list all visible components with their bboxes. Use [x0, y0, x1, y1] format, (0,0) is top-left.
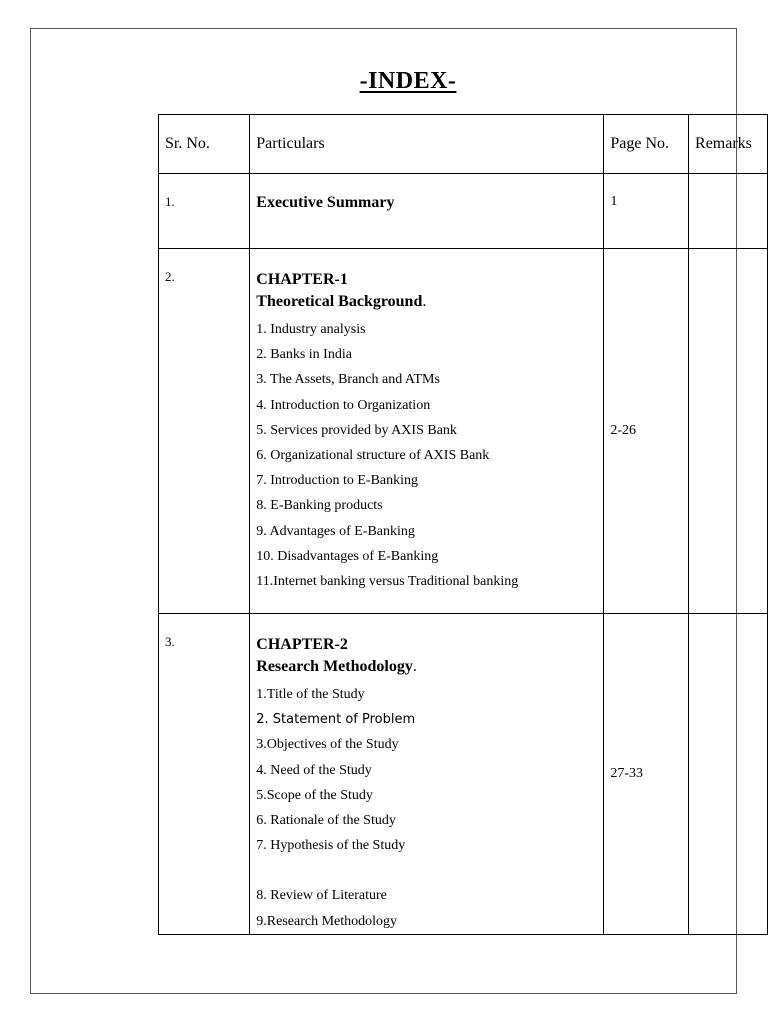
list-item: 1. Industry analysis [256, 322, 366, 337]
page-cell: 27-33 [604, 614, 689, 935]
remarks-cell [689, 249, 768, 614]
table-row [159, 614, 768, 935]
particulars-cell [250, 249, 604, 614]
table-row [159, 249, 768, 614]
chapter-subtitle: Research Methodology. [256, 658, 417, 675]
list-item: 7. Introduction to E-Banking [256, 473, 419, 489]
list-item: 3.Objectives of the Study [256, 737, 399, 753]
chapter-heading: CHAPTER-2 [256, 636, 348, 653]
list-item: 8. Review of Literature [256, 888, 387, 904]
page-cell: 1 [604, 174, 689, 249]
list-item: 10. Disadvantages of E-Banking [256, 548, 439, 564]
chapter-subtitle: Theoretical Background. [256, 293, 427, 310]
list-item: 2. Banks in India [256, 347, 352, 363]
particulars-cell [250, 174, 604, 249]
list-item: 4. Introduction to Organization [256, 397, 431, 413]
index-table [158, 114, 768, 935]
header-page-no: Page No. [604, 115, 689, 174]
sr-cell: 3. [159, 614, 250, 935]
header-remarks: Remarks [689, 115, 768, 174]
header-particulars: Particulars [250, 115, 604, 174]
list-item: 9. Advantages of E-Banking [256, 523, 415, 539]
list-item: 5.Scope of the Study [256, 787, 373, 803]
sr-cell: 2. [159, 249, 250, 614]
list-item: 6. Organizational structure of AXIS Bank [256, 448, 490, 464]
remarks-cell [689, 614, 768, 935]
list-item: 6. Rationale of the Study [256, 813, 396, 829]
list-item: 4. Need of the Study [256, 762, 372, 778]
list-item: 7. Hypothesis of the Study [256, 838, 406, 854]
chapter-items [256, 682, 603, 934]
chapter-items [256, 317, 603, 594]
executive-summary-heading: Executive Summary [256, 194, 395, 211]
list-item: 9.Research Methodology [256, 913, 398, 929]
page-cell: 2-26 [604, 249, 689, 614]
list-item: 3. The Assets, Branch and ATMs [256, 372, 440, 388]
table-row [159, 174, 768, 249]
list-item: 2. Statement of Problem [256, 712, 416, 728]
particulars-cell [250, 614, 604, 935]
list-item: 8. E-Banking products [256, 498, 383, 514]
list-item: 5. Services provided by AXIS Bank [256, 422, 457, 438]
chapter-heading: CHAPTER-1 [256, 271, 348, 288]
header-sr-no: Sr. No. [159, 115, 250, 174]
sr-cell: 1. [159, 174, 250, 249]
list-item: 11.Internet banking versus Traditional banking [256, 574, 519, 590]
list-item: 1.Title of the Study [256, 687, 365, 702]
remarks-cell [689, 174, 768, 249]
table-header-row [159, 115, 768, 174]
page-title: -INDEX- [359, 68, 457, 94]
